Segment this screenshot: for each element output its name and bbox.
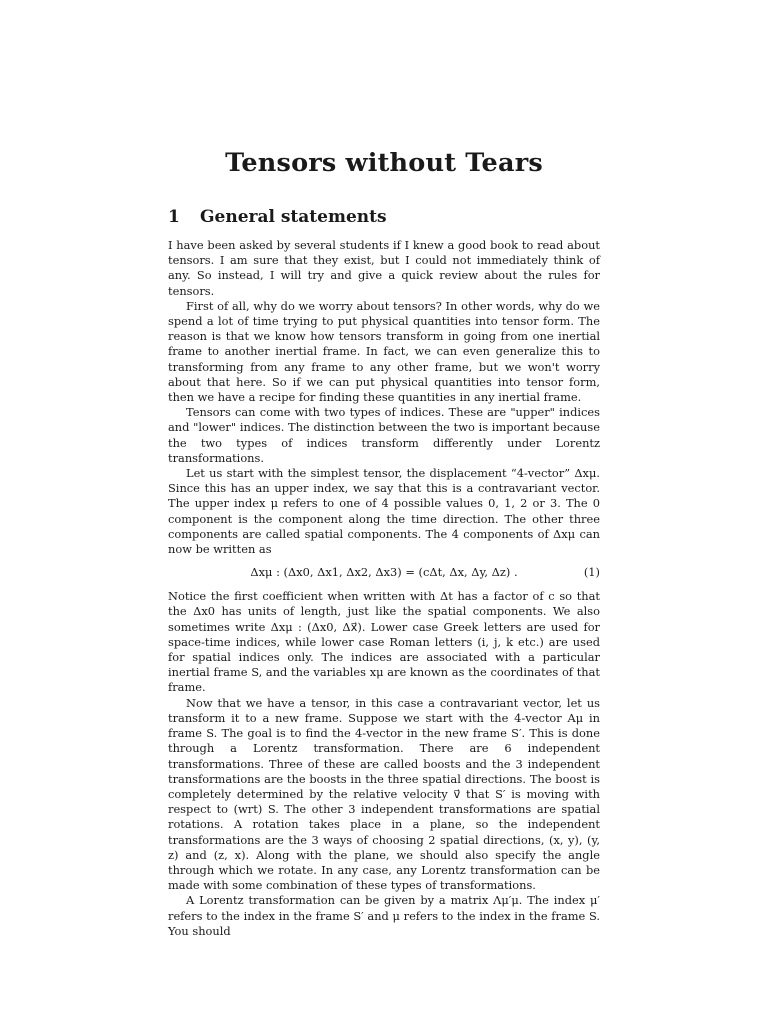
paragraph-7: A Lorentz transformation can be given by a matrix Λμ′μ. The index μ′ refers to the index in the frame S′ and μ refers to the index in the frame S. You should [168, 893, 600, 938]
section-title: General statements [200, 207, 387, 227]
section-heading [168, 207, 387, 227]
document-title: Tensors without Tears [225, 148, 543, 178]
section-number: 1 [168, 207, 180, 227]
paragraph-4: Let us start with the simplest tensor, the displacement “4-vector” Δxμ. Since this has an upper index, we say that this is a contravariant vector. The upper index μ refers to one of 4 possible values 0, 1, 2 or 3. The 0 component is the component along the time direction. The other three components are called spatial components. The 4 components of Δxμ can now be written as [168, 466, 600, 557]
paragraph-2: First of all, why do we worry about tensors? In other words, why do we spend a lot of time trying to put physical quantities into tensor form. The reason is that we know how tensors transform in going from one inertial frame to another inertial frame. In fact, we can even generalize this to transforming from any frame to any other frame, but we won't worry about that here. So if we can put physical quantities into tensor form, then we have a recipe for finding these quantities in any inertial frame. [168, 298, 600, 405]
paragraph-1: I have been asked by several students if I knew a good book to read about tensors. I am sure that they exist, but I could not immediately think of any. So instead, I will try and give a quick review about the rules for tensors. [168, 238, 600, 298]
equation-body: Δxμ : (Δx0, Δx1, Δx2, Δx3) = (cΔt, Δx, Δy, Δz) . [250, 565, 518, 580]
paragraph-5: Notice the first coefficient when written with Δt has a factor of c so that the Δx0 has units of length, just like the spatial components. We also sometimes write Δxμ : (Δx0, Δx⃗). Lower case Greek letters are used for space-time indices, while lower case Roman letters (i, j, k etc.) are used for spatial indices only. The indices are associated with a particular inertial frame S, and the variables xμ are known as the coordinates of that frame. [168, 589, 600, 695]
equation-number: (1) [583, 565, 600, 580]
body-text [168, 238, 600, 939]
equation-1 [168, 565, 600, 580]
paragraph-6: Now that we have a tensor, in this case a contravariant vector, let us transform it to a new frame. Suppose we start with the 4-vector Aμ in frame S. The goal is to find the 4-vector in the new frame S′. This is done through a Lorentz transformation. There are 6 independent transformations. Three of these are called boosts and the 3 independent transformations are the boosts in the three spatial directions. The boost is completely determined by the relative velocity v⃗ that S′ is moving with respect to (wrt) S. The other 3 independent transformations are spatial rotations. A rotation takes place in a plane, so the independent transformations are the 3 ways of choosing 2 spatial directions, (x, y), (y, z) and (z, x). Along with the plane, we should also specify the angle through which we rotate. In any case, any Lorentz transformation can be made with some combination of these types of transformations. [168, 695, 600, 893]
paragraph-3: Tensors can come with two types of indices. These are "upper" indices and "lower" indices. The distinction between the two is important because the two types of indices transform differently under Lorentz transformations. [168, 405, 600, 465]
